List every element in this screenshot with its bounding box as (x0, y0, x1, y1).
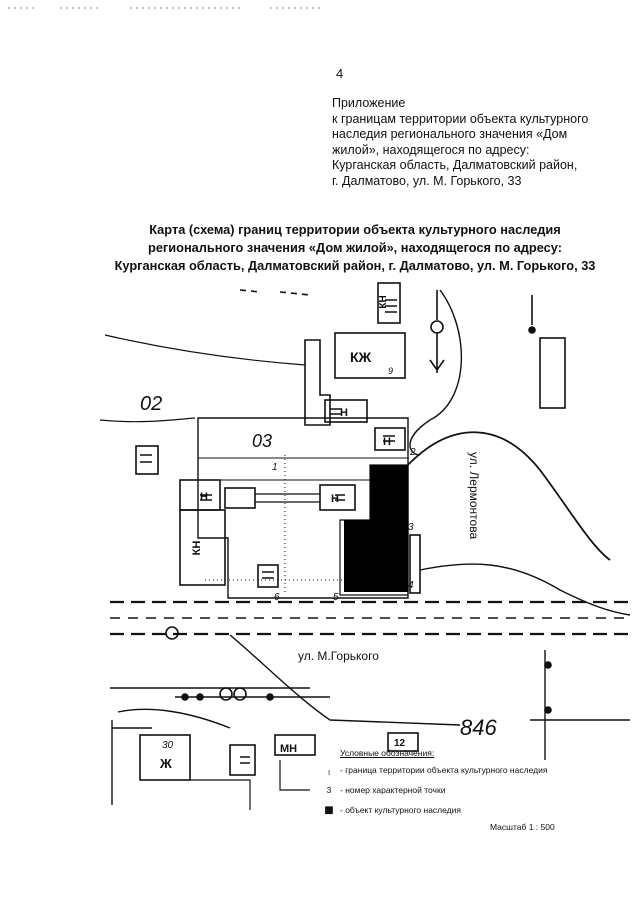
building-number: 12 (394, 738, 406, 749)
appendix-line: г. Далматово, ул. М. Горького, 33 (332, 173, 522, 188)
appendix-line: Курганская область, Далматовский район, (332, 158, 578, 173)
post-icon (545, 662, 551, 668)
point-number: 1 (272, 462, 278, 473)
parcel-02-curve (100, 418, 195, 422)
building-right-small (540, 338, 565, 408)
top-dashed-line (240, 290, 310, 295)
legend-title: Условные обозначения: (340, 748, 435, 758)
post-icon (197, 694, 203, 700)
appendix-line: наследия регионального значения «Дом (332, 127, 568, 142)
building-label: Н (340, 407, 348, 419)
heritage-object (344, 465, 408, 592)
page-number: 4 (336, 66, 344, 81)
post-icon (545, 707, 551, 713)
building-h-left-2 (225, 488, 255, 508)
map-title-line: Карта (схема) границ территории объекта культурного наследия (149, 222, 561, 237)
building-label: Н (331, 493, 339, 505)
street-label: ул. Лермонтова (467, 452, 481, 540)
building-label: Н (200, 491, 208, 503)
building-label: МН (280, 743, 298, 755)
building-label: КЖ (350, 349, 372, 365)
appendix-line: жилой», находящегося по адресу: (332, 142, 530, 157)
right-curve-2 (420, 564, 630, 615)
road-curve-bottom (118, 709, 230, 728)
point-number-symbol: 3 (326, 785, 332, 795)
contour-value: 846 (460, 715, 497, 740)
building-n-top (305, 340, 330, 425)
building-small-left (258, 565, 278, 587)
bottom-frame-left (112, 720, 152, 805)
parcel-label: 03 (252, 431, 273, 451)
parcel-label: 02 (140, 393, 163, 415)
point-number: 5 (333, 592, 339, 603)
boundary-symbol-icon: ╷ (326, 765, 332, 775)
point-number: 2 (410, 447, 416, 458)
legend-label: - объект культурного наследия (340, 805, 461, 815)
point-number: 6 (274, 592, 280, 603)
post-icon (234, 688, 246, 700)
building-label: Н (383, 436, 391, 448)
street-label: ул. М.Горького (298, 649, 379, 663)
post-icon (267, 694, 273, 700)
building-number: 30 (162, 740, 174, 751)
appendix-line: к границам территории объекта культурного (332, 111, 589, 126)
post-icon (220, 688, 232, 700)
map-title-line: регионального значения «Дом жилой», находящегося по адресу: (148, 240, 562, 255)
legend-label: - номер характерной точки (340, 785, 446, 795)
contour-right (410, 290, 461, 455)
building-i-bottom (230, 745, 255, 775)
building-number: 9 (388, 366, 394, 376)
building-n-left (136, 446, 158, 474)
connector-line (255, 494, 320, 502)
post-icon (431, 321, 443, 333)
north-curve (105, 335, 305, 365)
appendix-line: Приложение (332, 96, 406, 110)
lermontova-curve (405, 432, 610, 560)
scale-label: Масштаб 1 : 500 (490, 822, 555, 832)
building-label: Ж (160, 756, 172, 771)
point-number: 4 (408, 580, 414, 591)
bottom-frame-mid (190, 760, 310, 810)
heritage-object-symbol-icon: ■ (324, 802, 334, 819)
post-icon (529, 327, 535, 333)
building-label-vertical: КН (191, 540, 203, 556)
legend-label: - граница территории объекта культурного наследия (340, 765, 548, 775)
post-icon (182, 694, 188, 700)
building-label-vertical: КН (378, 295, 389, 309)
map-title-line: Курганская область, Далматовский район, г. Далматово, ул. М. Горького, 33 (114, 258, 596, 273)
point-number: 3 (408, 522, 414, 533)
